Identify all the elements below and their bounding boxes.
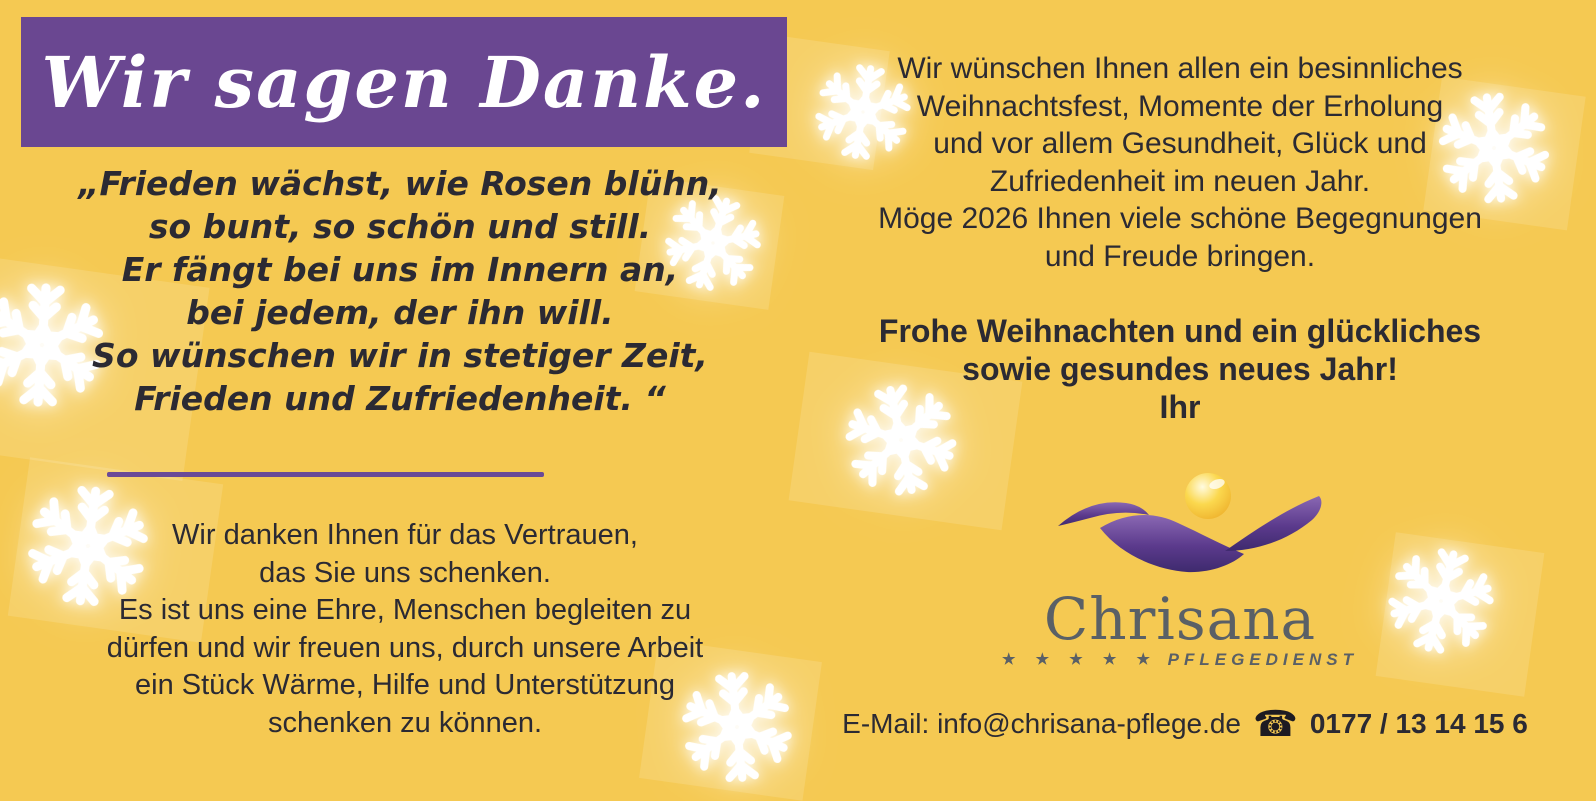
wishes-line: und vor allem Gesundheit, Glück und bbox=[933, 127, 1427, 160]
banner-title: Wir sagen Danke. bbox=[41, 40, 767, 124]
poem-line: „Frieden wächst, wie Rosen blühn, bbox=[78, 164, 722, 203]
greeting-line: Ihr bbox=[1159, 389, 1201, 425]
email-text: E-Mail: info@chrisana-pflege.de bbox=[842, 708, 1242, 739]
poem-line: So wünschen wir in stetiger Zeit, bbox=[92, 336, 708, 375]
poem-line: Frieden und Zufriedenheit. “ bbox=[134, 379, 666, 418]
thanks-text bbox=[35, 517, 775, 742]
logo-wordmark: Chrisana bbox=[1043, 585, 1317, 653]
thanks-line: das Sie uns schenken. bbox=[259, 556, 551, 589]
thanks-line: Wir danken Ihnen für das Vertrauen, bbox=[172, 519, 638, 551]
logo-tagline bbox=[980, 650, 1380, 670]
poem-line: bei jedem, der ihn will. bbox=[186, 293, 614, 332]
poem-line: so bunt, so schön und still. bbox=[148, 207, 652, 246]
wishes-line: Möge 2026 Ihnen viele schöne Begegnungen bbox=[878, 202, 1482, 235]
thanks-line: ein Stück Wärme, Hilfe und Unterstützung bbox=[135, 669, 675, 701]
banner bbox=[21, 17, 787, 147]
thanks-line: Es ist uns eine Ehre, Menschen begleiten zu bbox=[118, 594, 692, 626]
wishes-line: Wir wünschen Ihnen allen ein besinnliches bbox=[897, 52, 1463, 85]
wishes-line: und Freude bringen. bbox=[1044, 239, 1316, 273]
thanks-line: dürfen und wir freuen uns, durch unsere Arbeit bbox=[106, 631, 704, 664]
thanks-line: schenken zu können. bbox=[267, 706, 543, 739]
phone-number: 0177 / 13 14 15 6 bbox=[1309, 708, 1528, 739]
poem-line: Er fängt bei uns im Innern an, bbox=[121, 250, 679, 289]
chrisana-logo-icon bbox=[1020, 462, 1340, 602]
logo-tagline-text: PFLEGEDIENST bbox=[1167, 650, 1358, 669]
contact-line bbox=[842, 703, 1528, 744]
greeting-line: Frohe Weihnachten und ein glückliches bbox=[878, 313, 1482, 349]
divider-line bbox=[107, 472, 544, 477]
stars-icon: ★ ★ ★ ★ ★ bbox=[1002, 651, 1158, 668]
phone-icon: ☎ bbox=[1253, 703, 1298, 744]
greeting-line: sowie gesundes neues Jahr! bbox=[962, 351, 1398, 387]
wishes-line: Weihnachtsfest, Momente der Erholung bbox=[916, 89, 1444, 123]
greeting-text bbox=[845, 312, 1515, 426]
poem bbox=[35, 162, 765, 420]
wishes-text bbox=[845, 50, 1515, 275]
wishes-line: Zufriedenheit im neuen Jahr. bbox=[989, 164, 1371, 198]
